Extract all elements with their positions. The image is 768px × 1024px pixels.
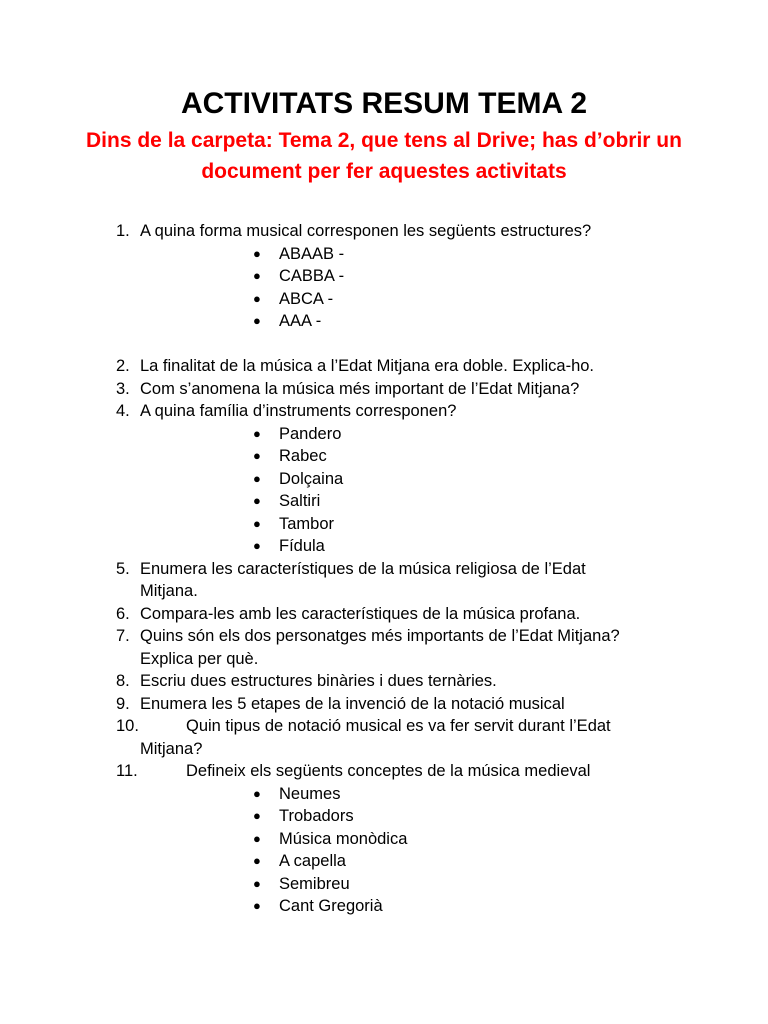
list-item-text: Semibreu — [279, 874, 350, 893]
question-text-continued: Mitjana? — [140, 739, 203, 758]
list-item-text: Tambor — [279, 514, 335, 533]
list-item — [0, 783, 768, 806]
list-item — [0, 243, 768, 266]
question-text-continued: Mitjana. — [140, 582, 198, 600]
list-item — [0, 850, 768, 873]
list-item-text: AAA - — [279, 312, 322, 330]
question-number: 9. — [116, 694, 130, 713]
list-item — [0, 490, 768, 513]
bullet-icon: ● — [253, 470, 261, 486]
question-text: Com s’anomena la música més important de l’Edat Mitjana? — [140, 379, 580, 398]
bullet-icon: ● — [253, 830, 261, 846]
question-number: 11. — [116, 762, 138, 780]
question-number: 3. — [116, 379, 130, 398]
question-text: Defineix els següents conceptes de la música medieval — [186, 762, 591, 780]
question-text: A quina forma musical corresponen les següents estructures? — [140, 222, 592, 240]
list-item-text: ABCA - — [279, 289, 334, 308]
question-text: Quin tipus de notació musical es va fer servit durant l’Edat — [186, 717, 611, 735]
list-item — [0, 895, 768, 918]
question-number: 5. — [116, 559, 130, 578]
question-3 — [0, 378, 680, 401]
bullet-icon: ● — [253, 875, 261, 891]
question-text: A quina família d’instruments corresponen? — [140, 402, 457, 420]
list-item — [0, 310, 768, 333]
question-text: Escriu dues estructures binàries i dues ternàries. — [140, 672, 497, 690]
list-item-text: CABBA - — [279, 267, 345, 285]
page-title: ACTIVITATS RESUM TEMA 2 — [180, 87, 588, 120]
question-11 — [0, 760, 680, 783]
list-item — [0, 828, 768, 851]
bullet-icon: ● — [253, 245, 261, 261]
question-number: 4. — [116, 402, 130, 420]
question-8 — [0, 670, 680, 693]
question-text-continued: Explica per què. — [140, 649, 259, 668]
list-item-text: Rabec — [279, 447, 327, 465]
bullet-icon: ● — [253, 448, 261, 463]
bullet-icon: ● — [253, 898, 261, 913]
list-item-text: Fídula — [279, 537, 325, 555]
question-number: 6. — [116, 604, 130, 623]
bullet-icon: ● — [253, 808, 261, 823]
question-number: 10. — [116, 717, 139, 735]
question-text: Enumera les 5 etapes de la invenció de la notació musical — [140, 694, 565, 713]
list-item-text: Pandero — [279, 424, 342, 443]
bullet-icon: ● — [253, 515, 261, 531]
bullet-icon: ● — [253, 853, 261, 868]
list-item — [0, 805, 768, 828]
question-number: 7. — [116, 627, 130, 645]
bullet-icon: ● — [253, 313, 261, 328]
list-item-text: Música monòdica — [279, 829, 408, 848]
question-5 — [0, 558, 680, 603]
question-text: Quins són els dos personatges més importants de l’Edat Mitjana? — [140, 627, 620, 645]
list-item — [0, 873, 768, 896]
list-item-text: ABAAB - — [279, 244, 345, 263]
list-item — [0, 423, 768, 446]
bullet-icon: ● — [253, 538, 261, 553]
question-2 — [0, 355, 680, 378]
list-item-text: Trobadors — [279, 807, 354, 825]
list-item — [0, 265, 768, 288]
question-6 — [0, 603, 680, 626]
list-item — [0, 535, 768, 558]
question-text: Compara-les amb les característiques de la música profana. — [140, 604, 581, 623]
list-item-text: Saltiri — [279, 492, 321, 510]
question-number: 2. — [116, 357, 130, 375]
spacer — [0, 333, 768, 356]
bullet-icon: ● — [253, 290, 261, 306]
activity-list — [0, 220, 768, 918]
list-item-text: Dolçaina — [279, 469, 344, 488]
list-item-text: Cant Gregorià — [279, 897, 383, 915]
question-text: La finalitat de la música a l’Edat Mitjana era doble. Explica-ho. — [140, 357, 594, 375]
question-7 — [0, 625, 680, 670]
bullet-icon: ● — [253, 268, 261, 283]
bullet-icon: ● — [253, 425, 261, 441]
list-item — [0, 468, 768, 491]
list-item — [0, 513, 768, 536]
list-item-text: A capella — [279, 852, 346, 870]
list-item — [0, 288, 768, 311]
page-subtitle: Dins de la carpeta: Tema 2, que tens al Drive; has d’obrir un document per fer aquestes activitats — [86, 129, 682, 183]
question-9 — [0, 693, 680, 716]
question-1 — [0, 220, 680, 243]
list-item-text: Neumes — [279, 784, 341, 803]
question-text: Enumera les característiques de la música religiosa de l’Edat — [140, 559, 586, 578]
question-number: 1. — [116, 222, 130, 240]
question-4 — [0, 400, 680, 423]
question-number: 8. — [116, 672, 130, 690]
bullet-icon: ● — [253, 493, 261, 508]
list-item — [0, 445, 768, 468]
bullet-icon: ● — [253, 785, 261, 801]
question-10 — [0, 715, 680, 760]
